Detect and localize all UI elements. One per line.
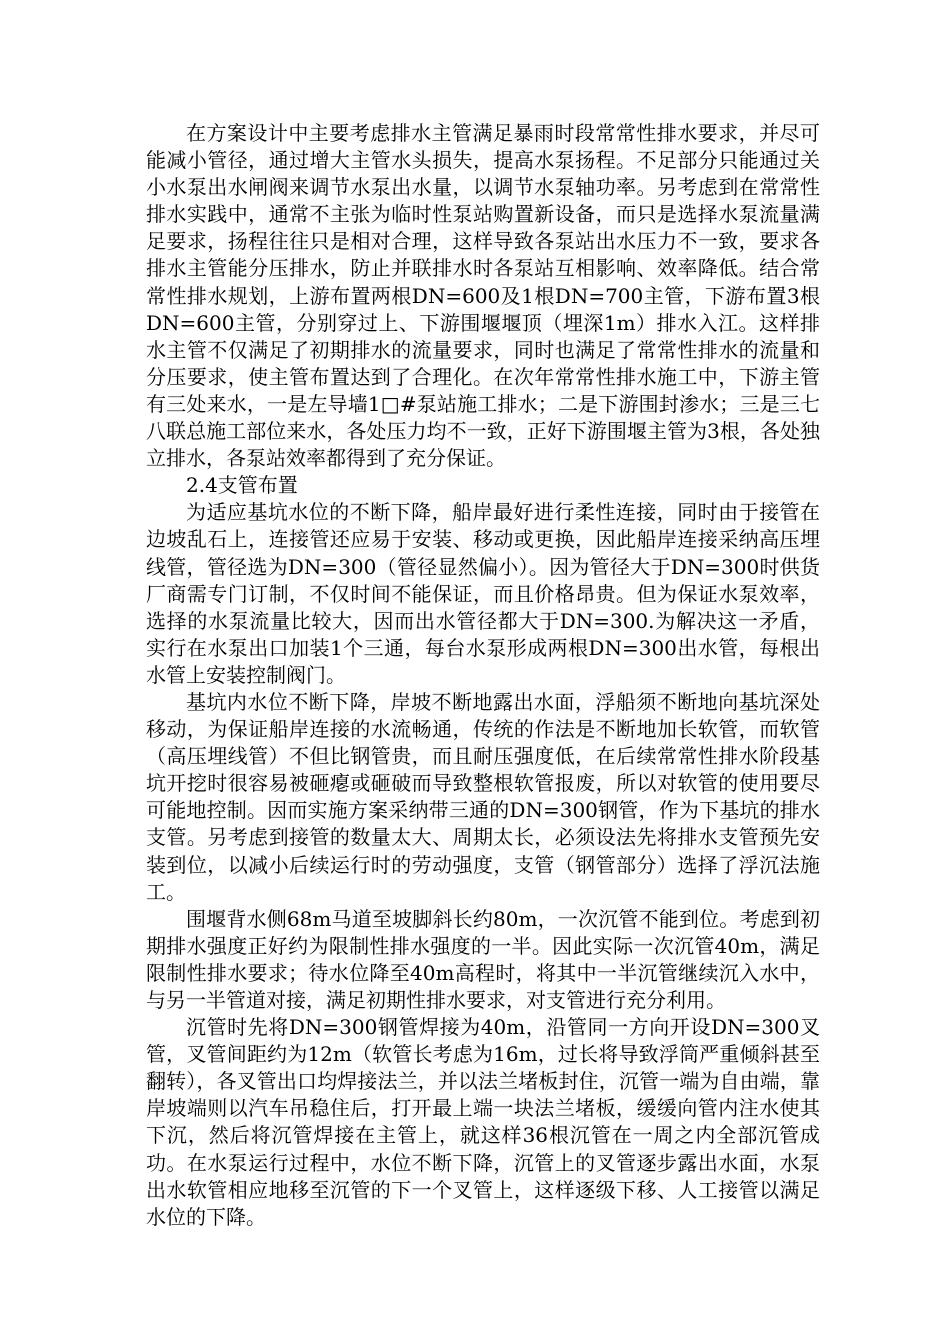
paragraph-main-pipe-design: 在方案设计中主要考虑排水主管满足暴雨时段常常性排水要求，并尽可能减小管径，通过增大主管水头损失，提高水泵扬程。不足部分只能通过关小水泵出水闸阀来调节水泵出水量，以调节水泵轴功率。另考虑到在常常性排水实践中，通常不主张为临时性泵站购置新设备，而只是选择水泵流量满足要求，扬程往往只是相对合理，这样导致各泵站出水压力不一致，要求各排水主管能分压排水，防止并联排水时各泵站互相影响、效率降低。结合常常性排水规划，上游布置两根DN=600及1根DN=700主管，下游布置3根DN=600主管，分别穿过上、下游围堰堰顶（埋深1m）排水入江。这样排水主管不仅满足了初期排水的流量要求，同时也满足了常常性排水的流量和分压要求，使主管布置达到了合理化。在次年常常性排水施工中，下游主管有三处来水，一是左导墙1□#泵站施工排水；二是下游围封渗水；三是三七八联总施工部位来水，各处压力均不一致，正好下游围堰主管为3根，各处独立排水，各泵站效率都得到了充分保证。 [146,121,820,471]
paragraph-sinking-procedure: 沉管时先将DN=300钢管焊接为40m，沿管同一方向开设DN=300叉管，叉管间距约为12m（软管长考虑为16m，过长将导致浮筒严重倾斜甚至翻转），各叉管出口均焊接法兰，并以法兰堵板封住，沉管一端为自由端，靠岸坡端则以汽车吊稳住后，打开最上端一块法兰堵板，缓缓向管内注水使其下沉，然后将沉管焊接在主管上，就这样36根沉管在一周之内全部沉管成功。在水泵运行过程中，水位不断下降，沉管上的叉管逐步露出水面，水泵出水软管相应地移至沉管的下一个叉管上，这样逐级下移、人工接管以满足水位的下降。 [146,1015,820,1229]
section-heading-branch-pipe: 2.4支管布置 [186,473,298,498]
paragraph-steel-branch-pipe: 基坑内水位不断下降，岸坡不断地露出水面，浮船须不断地向基坑深处移动，为保证船岸连接的水流畅通，传统的作法是不断地加长软管，而软管（高压埋线管）不但比钢管贵，而且耐压强度低，在后续常常性排水阶段基坑开挖时很容易被砸瘪或砸破而导致整根软管报废，所以对软管的使用要尽可能地控制。因而实施方案采纳带三通的DN=300钢管，作为下基坑的排水支管。另考虑到接管的数量太大、周期太长，必须设法先将排水支管预先安装到位，以减小后续运行时的劳动强度，支管（钢管部分）选择了浮沉法施工。 [146,689,820,904]
paragraph-sinking-length: 围堰背水侧68m马道至坡脚斜长约80m，一次沉管不能到位。考虑到初期排水强度正好约为限制性排水强度的一半。因此实际一次沉管40m，满足限制性排水要求；待水位降至40m高程时，将其中一半沉管继续沉入水中，与另一半管道对接，满足初期性排水要求，对支管进行充分利用。 [146,906,820,1012]
document-page [146,120,820,1231]
paragraph-ship-shore-connection: 为适应基坑水位的不断下降，船岸最好进行柔性连接，同时由于接管在边坡乱石上，连接管还应易于安装、移动或更换，因此船岸连接采纳高压埋线管，管径选为DN=300（管径显然偏小）。因为管径大于DN=300时供货厂商需专门订制，不仅时间不能保证，而且价格昂贵。但为保证水泵效率，选择的水泵流量比较大，因而出水管径都大于DN=300.为解决这一矛盾，实行在水泵出口加装1个三通，每台水泵形成两根DN=300出水管，每根出水管上安装控制阀门。 [146,500,820,687]
